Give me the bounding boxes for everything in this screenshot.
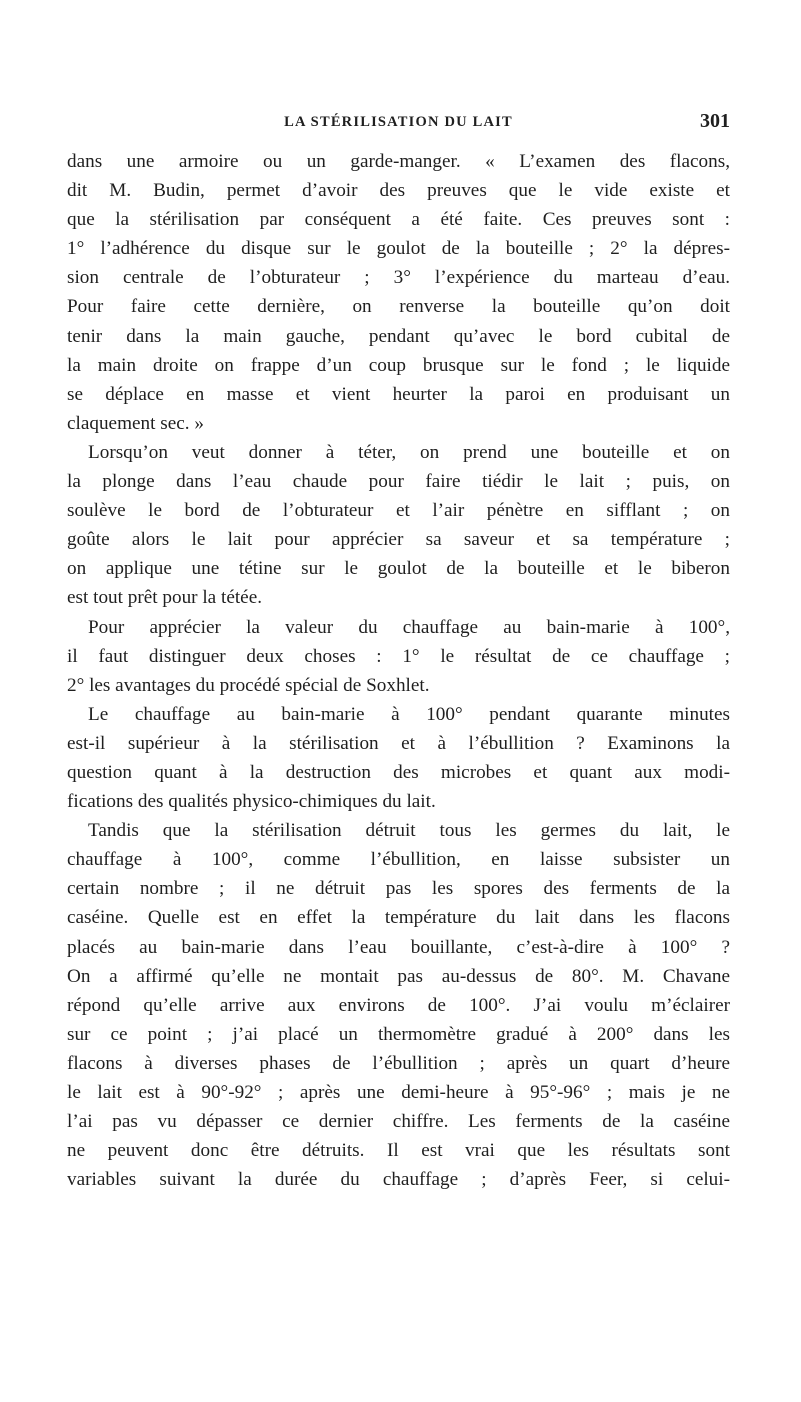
text-line: on applique une tétine sur le goulot de la bouteille et le biberon [67, 558, 730, 580]
text-line: Tandis que la stérilisation détruit tous les germes du lait, le [88, 820, 730, 842]
text-line: sion centrale de l’obturateur ; 3° l’expérience du marteau d’eau. [67, 267, 730, 289]
text-line: la plonge dans l’eau chaude pour faire tiédir le lait ; puis, on [67, 471, 730, 493]
text-line: goûte alors le lait pour apprécier sa saveur et sa température ; [67, 529, 730, 551]
text-line: tenir dans la main gauche, pendant qu’avec le bord cubital de [67, 325, 730, 347]
text-line: que la stérilisation par conséquent a été faite. Ces preuves sont : [67, 209, 730, 231]
body-text [67, 147, 730, 1194]
running-head [67, 110, 730, 138]
text-line: sur ce point ; j’ai placé un thermomètre gradué à 200° dans les [67, 1023, 730, 1045]
text-line: placés au bain-marie dans l’eau bouillante, c’est-à-dire à 100° ? [67, 936, 730, 958]
text-line: caséine. Quelle est en effet la température du lait dans les flacons [67, 907, 730, 929]
text-line: Pour faire cette dernière, on renverse la bouteille qu’on doit [67, 296, 730, 318]
text-line: chauffage à 100°, comme l’ébullition, en laisse subsister un [67, 849, 730, 871]
text-line: On a affirmé qu’elle ne montait pas au-dessus de 80°. M. Chavane [67, 965, 730, 987]
page-number: 301 [700, 110, 730, 132]
text-line: la main droite on frappe d’un coup brusque sur le fond ; le liquide [67, 354, 730, 376]
text-line: dans une armoire ou un garde-manger. « L’examen des flacons, [67, 151, 730, 172]
text-line: le lait est à 90°-92° ; après une demi-heure à 95°-96° ; mais je ne [67, 1082, 730, 1103]
text-line: soulève le bord de l’obturateur et l’air pénètre en sifflant ; on [67, 500, 730, 522]
text-line: est-il supérieur à la stérilisation et à l’ébullition ? Examinons la [67, 732, 730, 754]
text-line: certain nombre ; il ne détruit pas les spores des ferments de la [67, 878, 730, 900]
text-line: Le chauffage au bain-marie à 100° pendant quarante minutes [88, 703, 730, 725]
running-title: LA STÉRILISATION DU LAIT [284, 114, 513, 130]
text-line: ne peuvent donc être détruits. Il est vrai que les résultats sont [67, 1140, 730, 1162]
text-line: question quant à la destruction des microbes et quant aux modi- [67, 761, 730, 783]
text-line: fications des qualités physico-chimiques du lait. [67, 791, 436, 813]
text-line: dit M. Budin, permet d’avoir des preuves que le vide existe et [67, 180, 730, 202]
text-line: l’ai pas vu dépasser ce dernier chiffre. Les ferments de la caséine [67, 1111, 730, 1133]
text-line: il faut distinguer deux choses : 1° le résultat de ce chauffage ; [67, 645, 730, 667]
text-line: variables suivant la durée du chauffage ; d’après Feer, si celui- [67, 1169, 730, 1191]
text-line: claquement sec. » [67, 412, 204, 434]
text-line: 2° les avantages du procédé spécial de Soxhlet. [67, 674, 430, 696]
text-line: se déplace en masse et vient heurter la paroi en produisant un [67, 383, 730, 405]
text-line: 1° l’adhérence du disque sur le goulot de la bouteille ; 2° la dépres- [67, 238, 730, 260]
text-line: répond qu’elle arrive aux environs de 100°. J’ai voulu m’éclairer [67, 994, 730, 1016]
text-line: flacons à diverses phases de l’ébullition ; après un quart d’heure [67, 1052, 730, 1074]
text-line: est tout prêt pour la tétée. [67, 587, 263, 609]
text-line: Pour apprécier la valeur du chauffage au bain-marie à 100°, [88, 616, 730, 638]
text-line: Lorsqu’on veut donner à téter, on prend une bouteille et on [88, 441, 730, 463]
